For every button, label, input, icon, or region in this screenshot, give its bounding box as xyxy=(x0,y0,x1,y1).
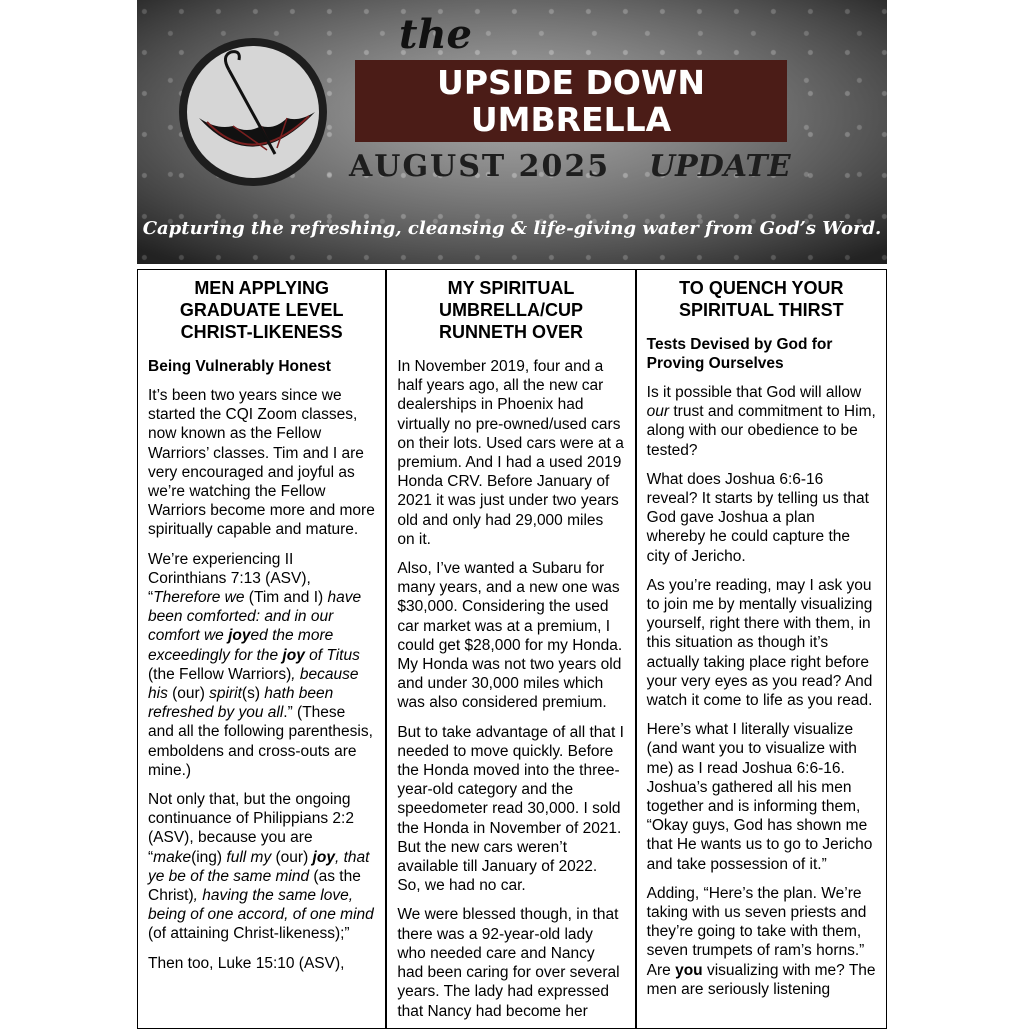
heading-line: UMBRELLA/CUP xyxy=(438,300,583,320)
column-men-applying xyxy=(138,270,387,1028)
tagline: Capturing the refreshing, cleansing & life-giving water from God’s Word. xyxy=(142,218,882,239)
column-subheading: Tests Devised by God for Proving Ourselves xyxy=(646,336,833,372)
paragraph: It’s been two years since we started the CQI Zoom classes, now known as the Fellow Warriors’ classes. Tim and I are very encouraged and joyful as we’re watching the Fellow Warriors become more and more spiritually capable and mature. xyxy=(148,387,375,539)
title-line1: UPSIDE DOWN xyxy=(437,63,705,102)
paragraph: But to take advantage of all that I needed to move quickly. Before the Honda moved into the three-year-old category and the speedometer read 30,000. I sold the Honda in November of 2021. But the new cars weren’t available till January of 2022. So, we had no car. xyxy=(397,723,624,895)
heading-line: GRADUATE LEVEL xyxy=(179,300,344,320)
paragraph: Not only that, but the ongoing continuance of Philippians 2:2 (ASV), because you are “make(ing) full my (our) joy, that ye be of the same mind (as the Christ), having the same love, being of one accord, of one mind (of attaining Christ-likeness);” xyxy=(148,791,374,943)
paragraph: We were blessed though, in that there was a 92-year-old lady who needed care and Nancy had been caring for over several years. The lady had expressed that Nancy had become her xyxy=(397,906,620,1020)
paragraph: What does Joshua 6:6-16 reveal? It starts by telling us that God gave Joshua a plan whereby he could capture the city of Jericho. xyxy=(646,470,869,565)
paragraph: Is it possible that God will allow our trust and commitment to Him, along with our obedience to be tested? xyxy=(646,384,876,459)
logo xyxy=(179,38,327,186)
heading-line: MY SPIRITUAL xyxy=(447,278,575,298)
column-subheading: Being Vulnerably Honest xyxy=(148,358,331,375)
heading-line: SPIRITUAL THIRST xyxy=(678,300,844,320)
paragraph: As you’re reading, may I ask you to join me by mentally visualizing yourself, right there with them, in this situation as though it’s actually taking place right before your very eyes as you read? And watch it come to life as you read. xyxy=(646,576,873,710)
heading-line: CHRIST-LIKENESS xyxy=(180,322,343,342)
heading-line: RUNNETH OVER xyxy=(438,322,583,342)
banner-the: the xyxy=(399,11,473,58)
paragraph: We’re experiencing II Corinthians 7:13 (ASV), “Therefore we (Tim and I) have been comforted: and in our comfort we joyed the more exceedingly for the joy of Titus (the Fellow Warriors), because his (our) spirit(s) hath been refreshed by you all.” (These and all the following parenthesis, emboldens and cross-outs are mine.) xyxy=(148,550,373,779)
paragraph: Also, I’ve wanted a Subaru for many years, and a new one was $30,000. Considering the used car market was at a premium, I could get $28,000 for my Honda. My Honda was not two years old and under 30,000 miles which was also considered premium. xyxy=(397,560,623,712)
heading-line: TO QUENCH YOUR xyxy=(679,278,844,298)
newsletter-banner xyxy=(137,0,887,264)
update-word: UPDATE xyxy=(649,149,791,184)
column-heading xyxy=(148,277,375,343)
column-heading xyxy=(397,277,624,343)
banner-art xyxy=(137,0,887,264)
column-heading xyxy=(647,277,876,321)
article-columns xyxy=(137,269,887,1029)
date-line: AUGUST 2025 xyxy=(349,149,611,184)
column-quench-thirst xyxy=(637,270,886,1028)
heading-line: MEN APPLYING xyxy=(194,278,330,298)
paragraph: Adding, “Here’s the plan. We’re taking with us seven priests and they’re going to take with them, seven trumpets of ram’s horns.” Are you visualizing with me? The men are seriously listening xyxy=(646,884,876,998)
title-line2: UMBRELLA xyxy=(470,100,672,139)
paragraph: Here’s what I literally visualize (and want you to visualize with me) as I read Joshua 6:6-16. Joshua’s gathered all his men together and is informing them, “Okay guys, God has shown me that He wants us to go to Jericho and take possession of it.” xyxy=(646,721,873,873)
paragraph: In November 2019, four and a half years ago, all the new car dealerships in Phoenix had virtually no pre-owned/used cars on their lots. Used cars were at a premium. And I had a used 2019 Honda CRV. Before January of 2021 it was just under two years old and only had 29,000 miles on it. xyxy=(397,358,624,548)
column-spiritual-umbrella xyxy=(387,270,636,1028)
paragraph: Then too, Luke 15:10 (ASV), xyxy=(148,954,345,972)
